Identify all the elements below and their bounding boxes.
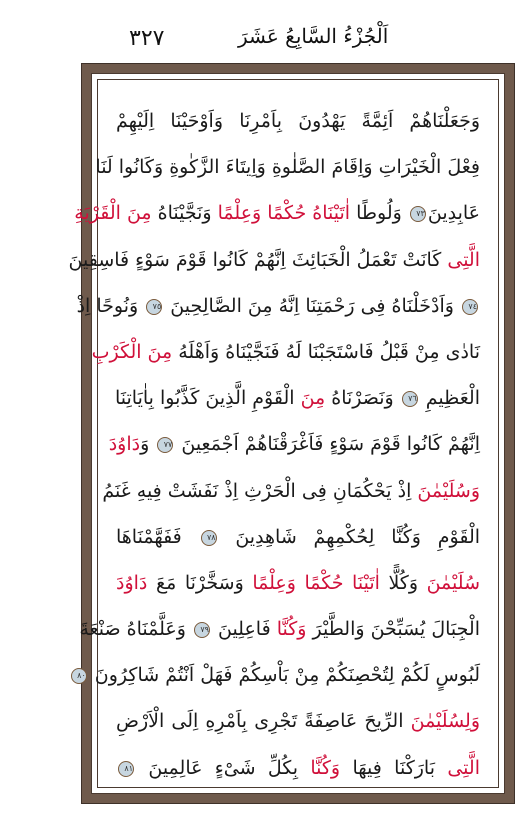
verse-line — [116, 514, 480, 560]
highlighted-text: مِنَ — [300, 387, 326, 410]
highlighted-text: اٰتَيْنَا حُكْمًا وَعِلْمًا — [252, 571, 380, 594]
ayah-number-marker: ٧٥ — [146, 299, 162, 315]
highlighted-text: وَكُنَّا — [310, 756, 341, 779]
ayah-number-marker: ٨١ — [118, 761, 134, 777]
highlighted-text: الَّتِى — [447, 248, 480, 271]
juz-title: اَلْجُزْءُ السَّابِعُ عَشَرَ — [238, 24, 389, 48]
ayah-number-marker: ٧٩ — [194, 622, 210, 638]
verse-text: وَنَجَّيْنَاهُ — [151, 202, 218, 225]
verse-text: كَانَتْ تَعْمَلُ الْخَبَائِثَ اِنَّهُمْ كَانُوا قَوْمَ سَوْءٍ فَاسِقِينَ — [68, 248, 448, 271]
verse-text: نَادٰى مِنْ قَبْلُ فَاسْتَجَبْنَا لَهُ فَنَجَّيْنَاهُ وَاَهْلَهُ — [172, 340, 480, 363]
highlighted-text: مِنَ الْكَرْبِ — [91, 340, 173, 363]
verse-text: بَارَكْنَا فِيهَا — [340, 756, 448, 779]
verse-text: الْقَوْمِ الَّذِينَ كَذَّبُوا بِاٰيَاتِنَا — [114, 387, 301, 410]
verse-line — [116, 375, 480, 421]
highlighted-text: الَّتِى — [447, 756, 480, 779]
verse-text: وَنَصَرْنَاهُ — [325, 387, 400, 410]
verse-text: اِنَّهُمْ كَانُوا قَوْمَ سَوْءٍ فَاَغْرَقْنَاهُمْ اَجْمَعِينَ — [175, 433, 480, 456]
page-border-inner — [68, 73, 505, 794]
verse-line — [91, 329, 480, 375]
ayah-number-marker: ٧٧ — [157, 437, 173, 453]
verse-line — [116, 98, 480, 144]
verse-text: وَاَدْخَلْنَاهُ فِى رَحْمَتِنَا اِنَّهُ مِنَ الصَّالِحِينَ — [164, 294, 460, 317]
highlighted-text: دَاوُدَ — [116, 571, 148, 594]
verse-text: وَسَخَّرْنَا مَعَ — [147, 571, 253, 594]
verse-line — [68, 237, 480, 283]
verse-line — [74, 190, 480, 236]
verse-text: فَفَهَّمْنَاهَا — [116, 525, 199, 548]
verse-line — [76, 283, 480, 329]
verse-text: وَلُوطًا — [350, 202, 408, 225]
text-panel — [68, 79, 499, 788]
verse-text: الْقَوْمِ وَكُنَّا لِحُكْمِهِمْ شَاهِدِينَ — [218, 525, 481, 548]
verse-text: الْجِبَالَ يُسَبِّحْنَ وَالطَّيْرَ — [306, 618, 480, 641]
highlighted-text: وَلِسُلَيْمٰنَ — [410, 710, 480, 733]
ayah-number-marker: ٧٤ — [462, 299, 478, 315]
page-border — [68, 63, 515, 804]
highlighted-text: مِنَ الْقَرْيَةِ — [74, 202, 152, 225]
verse-text: وَ — [140, 433, 156, 456]
verse-line — [116, 745, 480, 791]
verse-text: عَابِدِينَ — [427, 202, 480, 225]
verse-line — [79, 606, 480, 652]
verse-line — [102, 468, 480, 514]
verse-text: وَجَعَلْنَاهُمْ اَئِمَّةً يَهْدُونَ بِاَمْرِنَا وَاَوْحَيْنَا اِلَيْهِمْ — [116, 110, 480, 132]
verse-text: فِعْلَ الْخَيْرَاتِ وَاِقَامَ الصَّلٰوةِ وَاِيتَاءَ الزَّكٰوةِ وَكَانُوا لَنَا — [95, 156, 480, 179]
verse-text: بِكُلِّ شَىْءٍ عَالِمِينَ — [136, 756, 311, 779]
verse-text: لَبُوسٍ لَكُمْ لِتُحْصِنَكُمْ مِنْ بَاْسِكُمْ فَهَلْ اَنْتُمْ شَاكِرُونَ — [88, 664, 480, 687]
ayah-number-marker: ٧٦ — [402, 391, 418, 407]
page-number: ٣٢٧ — [129, 26, 165, 51]
verse-text: وَنُوحًا اِذْ — [76, 294, 145, 317]
verse-line — [116, 698, 480, 744]
verse-line — [95, 144, 480, 190]
ayah-number-marker: ٧٣ — [410, 206, 426, 222]
verse-line — [108, 421, 480, 467]
ayah-number-marker: ٨٠ — [71, 668, 87, 684]
verse-text: الْعَظِيمِ — [419, 387, 480, 410]
page-header — [0, 10, 518, 50]
highlighted-text: وَكُنَّا — [276, 618, 307, 641]
ayah-number-marker: ٧٨ — [201, 530, 217, 546]
verse-text: الرِّيحَ عَاصِفَةً تَجْرِى بِاَمْرِهِ اِلَى الْاَرْضِ — [116, 710, 411, 733]
highlighted-text: وَسُلَيْمٰنَ — [417, 479, 480, 502]
verse-text: فَاعِلِينَ — [211, 618, 277, 641]
verse-line — [77, 652, 480, 698]
verse-text: وَكُلًّا — [379, 571, 427, 594]
verse-text: وَعَلَّمْنَاهُ صَنْعَةَ — [79, 618, 192, 641]
verse-text: اِذْ يَحْكُمَانِ فِى الْحَرْثِ اِذْ نَفَشَتْ فِيهِ غَنَمُ — [102, 479, 418, 502]
highlighted-text: اٰتَيْنَاهُ حُكْمًا وَعِلْمًا — [217, 202, 351, 225]
highlighted-text: سُلَيْمٰنَ — [426, 571, 480, 594]
verse-line — [116, 560, 480, 606]
verse-lines — [68, 98, 481, 779]
highlighted-text: دَاوُدَ — [108, 433, 141, 456]
